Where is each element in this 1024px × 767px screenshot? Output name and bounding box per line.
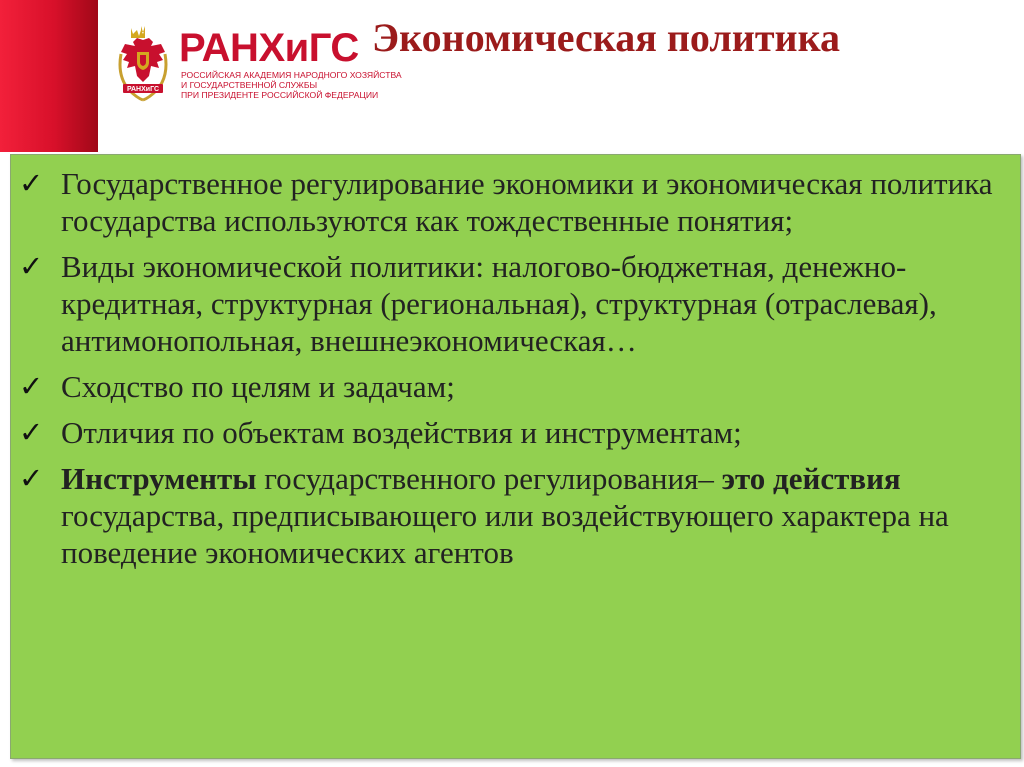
list-item-text: Сходство по целям и задачам;: [61, 369, 455, 404]
check-mark-icon: ✓: [19, 369, 44, 403]
list-item-text: [61, 460, 1010, 571]
logo-subtitle-line: РОССИЙСКАЯ АКАДЕМИЯ НАРОДНОГО ХОЗЯЙСТВА: [181, 70, 402, 80]
emblem-ribbon-text: РАНХиГС: [126, 86, 160, 93]
bullet-list: [11, 155, 1020, 571]
check-mark-icon: ✓: [19, 166, 44, 200]
logo-subtitle-line: ПРИ ПРЕЗИДЕНТЕ РОССИЙСКОЙ ФЕДЕРАЦИИ: [181, 90, 379, 100]
logo-subtitle: [181, 70, 402, 100]
term-actions: это действия: [721, 461, 901, 496]
list-item: [19, 165, 1010, 239]
check-mark-icon: ✓: [19, 461, 44, 495]
logo-name: РАНХиГС: [179, 26, 359, 70]
double-headed-eagle-emblem-icon: [115, 24, 171, 104]
check-mark-icon: ✓: [19, 249, 44, 283]
list-item-text-part: государства, предписывающего или воздействующего характера на поведение экономических агентов: [61, 498, 949, 570]
term-instruments: Инструменты: [61, 461, 257, 496]
list-item-text-part: государственного регулирования–: [256, 461, 722, 496]
check-mark-icon: ✓: [19, 415, 44, 449]
ranepa-logo: [115, 24, 402, 104]
list-item: [19, 460, 1010, 571]
list-item-text: Виды экономической политики: налогово-бюджетная, денежно-кредитная, структурная (региональная), структурная (отраслевая), антимонопольная, внешнеэкономическая…: [61, 249, 937, 358]
logo-subtitle-line: И ГОСУДАРСТВЕННОЙ СЛУЖБЫ: [181, 80, 318, 90]
list-item-text: Отличия по объектам воздействия и инструментам;: [61, 415, 742, 450]
list-item: [19, 248, 1010, 359]
list-item: [19, 368, 1010, 405]
list-item: [19, 414, 1010, 451]
list-item-text: Государственное регулирование экономики и экономическая политика государства используются как тождественные понятия;: [61, 166, 993, 238]
header-red-accent-bar: [0, 0, 98, 152]
content-panel: [10, 154, 1021, 759]
page-title: Экономическая политика: [372, 15, 841, 60]
